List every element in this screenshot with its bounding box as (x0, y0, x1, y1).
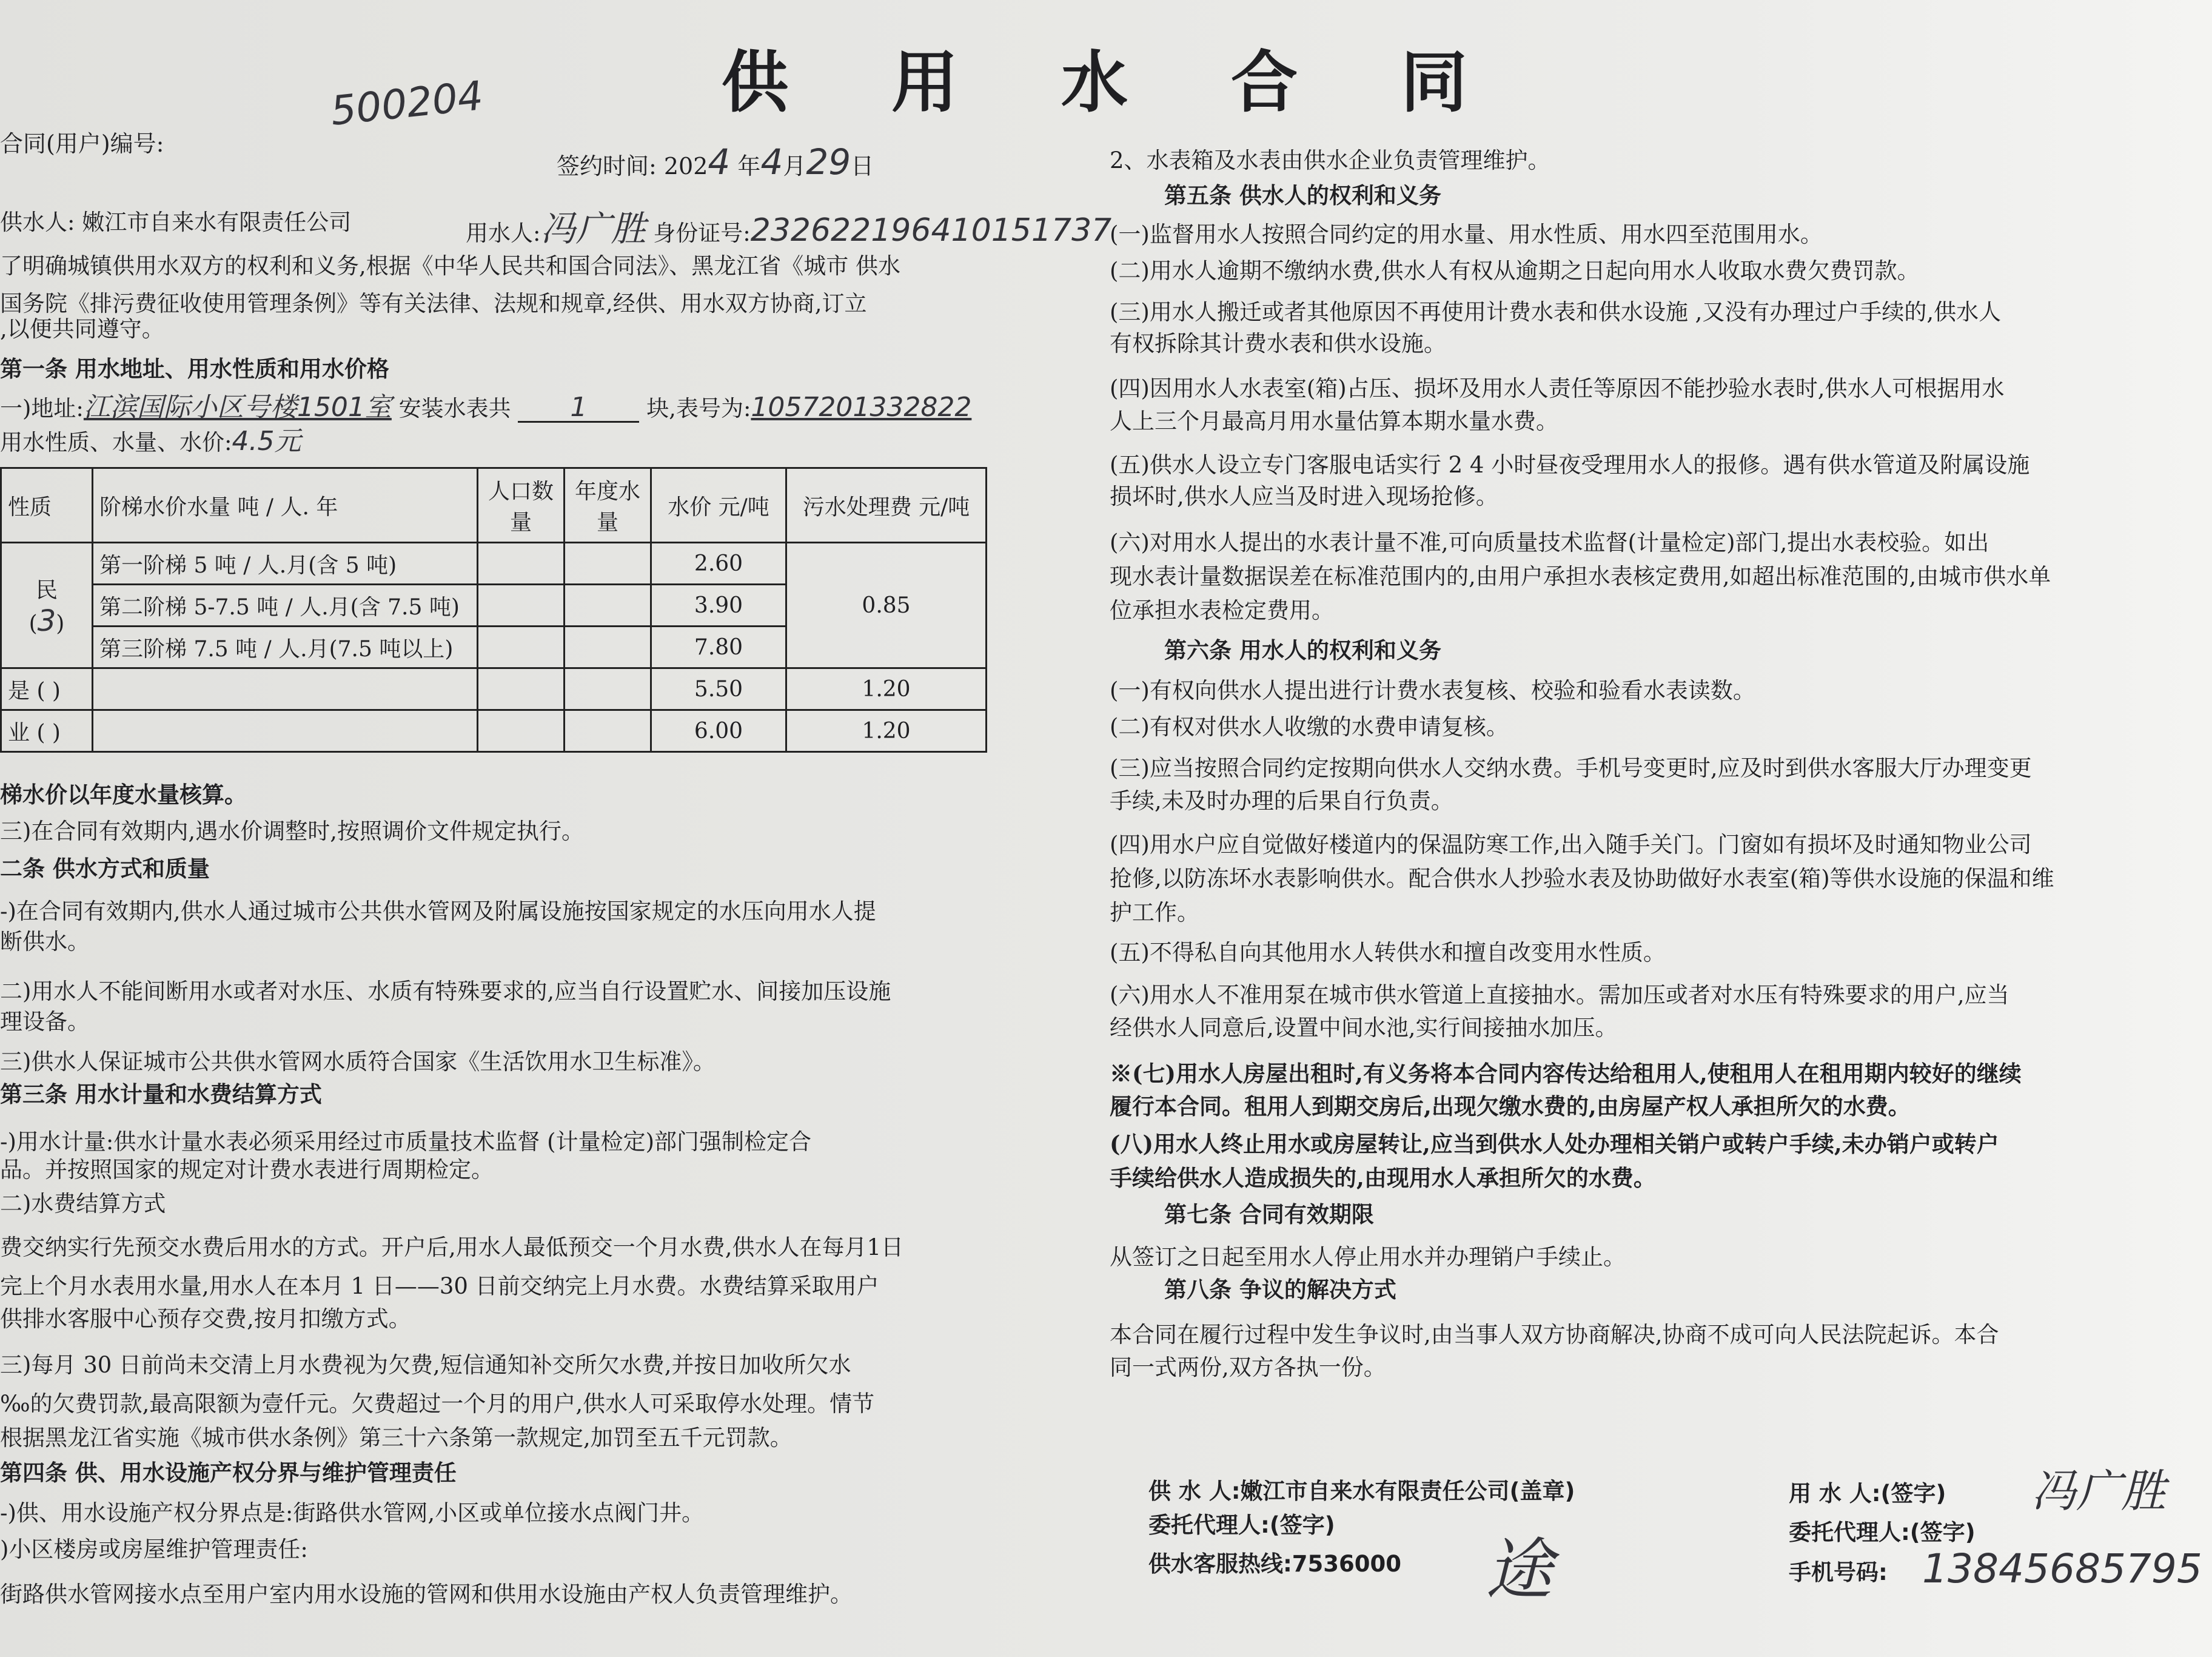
right-text-line: (一)监督用水人按照合同约定的用水量、用水性质、用水四至范围用水。 (1110, 221, 1823, 247)
left-text-line: 品。并按照国家的规定对计费水表进行周期检定。 (0, 1157, 494, 1183)
price-table (0, 467, 987, 753)
row5-label: 业 ( ) (1, 710, 93, 752)
resident-paren-open: ( (28, 611, 38, 636)
supplier-agent-label: 委托代理人:(签字) (1148, 1512, 1335, 1538)
th-sewage: 污水处理费 元/吨 (786, 468, 987, 543)
left-text-line: 二)用水人不能间断用水或者对水压、水质有特殊要求的,应当自行设置贮水、间接加压设施 (0, 978, 891, 1004)
sign-date-label: 签约时间: 202 (557, 153, 708, 180)
right-text-line: (四)因用水人水表室(箱)占压、损坏及用水人责任等原因不能抄验水表时,供水人可根据用水 (1110, 375, 2005, 402)
right-text-line: 第五条 供水人的权利和义务 (1164, 182, 1441, 209)
row4-population (478, 668, 565, 710)
left-text-line: -)在合同有效期内,供水人通过城市公共供水管网及附属设施按国家规定的水压向用水人提 (0, 898, 876, 924)
th-annual: 年度水量 (565, 468, 651, 543)
user-signature: 冯广胜 (2031, 1465, 2166, 1518)
left-text-line: 三)供水人保证城市公共供水管网水质符合国家《生活饮用水卫生标准》。 (0, 1049, 716, 1075)
phone-label: 手机号码: (1789, 1559, 1888, 1585)
row5-tier (93, 710, 478, 752)
meter-unit: 块,表号为: (646, 395, 751, 422)
intro-line-1: 了明确城镇供用水双方的权利和义务,根据《中华人民共和国合同法》、黑龙江省《城市 供水 (0, 253, 901, 279)
day-char: 日 (851, 153, 874, 180)
right-text-line: 人上三个月最高月用水量估算本期水量水费。 (1110, 408, 1558, 434)
phone-number: 13845685795 (1922, 1545, 2202, 1592)
left-text-line: -)供、用水设施产权分界点是:街路供水管网,小区或单位接水点阀门井。 (0, 1500, 705, 1526)
right-text-line: 从签订之日起至用水人停止用水并办理销户手续止。 (1110, 1244, 1626, 1270)
th-nature: 性质 (1, 468, 93, 543)
table-row (1, 668, 987, 710)
id-label: 身份证号: (653, 220, 751, 246)
sign-date (557, 141, 874, 183)
left-text-line: 理设备。 (0, 1009, 90, 1035)
tier-2-label: 第二阶梯 5-7.5 吨 / 人.月(含 7.5 吨) (93, 585, 478, 627)
address-label: 一)地址: (0, 395, 84, 422)
right-text-line: (五)不得私自向其他用水人转供水和擅自改变用水性质。 (1110, 939, 1666, 966)
left-text-line: 第三条 用水计量和水费结算方式 (0, 1081, 322, 1107)
intro-line-3: ,以便共同遵守。 (0, 316, 164, 342)
right-text-line: 第六条 用水人的权利和义务 (1164, 637, 1441, 664)
tier-2-annual (565, 585, 651, 627)
resident-label: 民 (35, 577, 58, 603)
right-text-line: 同一式两份,双方各执一份。 (1110, 1354, 1386, 1380)
left-text-line: 供排水客服中心预存交费,按月扣缴方式。 (0, 1306, 411, 1332)
water-nature-label: 用水性质、水量、水价: (0, 429, 232, 455)
user-name: 冯广胜 (540, 208, 646, 249)
meter-number: 1057201332822 (751, 392, 972, 423)
left-text-line: 根据黑龙江省实施《城市供水条例》第三十六条第一款规定,加罚至五千元罚款。 (0, 1425, 793, 1451)
supplier-line: 供水人: 嫩江市自来水有限责任公司 (0, 209, 352, 235)
th-price: 水价 元/吨 (651, 468, 786, 543)
right-text-line: (二)用水人逾期不缴纳水费,供水人有权从逾期之日起向用水人收取水费欠费罚款。 (1110, 258, 1920, 284)
right-text-line: 经供水人同意后,设置中间水池,实行间接抽水加压。 (1110, 1015, 1618, 1041)
meter-label: 安装水表共 (398, 395, 511, 422)
left-text-line: ‰的欠费罚款,最高限额为壹仟元。欠费超过一个月的用户,供水人可采取停水处理。情节 (0, 1391, 875, 1417)
row4-tier (93, 668, 478, 710)
resident-count: 3 (37, 603, 56, 638)
left-text-line: 完上个月水表用水量,用水人在本月 1 日——30 日前交纳完上月水费。水费结算采取用户 (0, 1273, 879, 1299)
resident-paren-close: ) (56, 611, 65, 636)
left-text-line: )小区楼房或房屋维护管理责任: (0, 1536, 308, 1562)
right-text-line: (一)有权向供水人提出进行计费水表复核、校验和验看水表读数。 (1110, 677, 1755, 704)
right-text-line: 损坏时,供水人应当及时进入现场抢修。 (1110, 483, 1498, 509)
user-label: 用水人: (466, 220, 541, 246)
contract-number-label: 合同(用户)编号: (0, 130, 164, 157)
hotline-label: 供水客服热线:7536000 (1148, 1551, 1402, 1577)
left-text-line: 街路供水管网接水点至用户室内用水设施的管网和供用水设施由产权人负责管理维护。 (0, 1581, 853, 1607)
tier-1-annual (565, 543, 651, 585)
tier-3-population (478, 627, 565, 668)
tier-3-price: 7.80 (651, 627, 786, 668)
row4-label: 是 ( ) (1, 668, 93, 710)
th-population: 人口数量 (478, 468, 565, 543)
article-1-address (0, 394, 971, 423)
right-text-line: 手续,未及时办理的后果自行负责。 (1110, 788, 1453, 814)
left-text-line: -)用水计量:供水计量水表必须采用经过市质量技术监督 (计量检定)部门强制检定合 (0, 1129, 812, 1155)
year-char: 年 (737, 153, 761, 180)
resident-cell (1, 543, 93, 668)
meter-count: 1 (518, 394, 639, 423)
right-text-line: (三)应当按照合同约定按期向供水人交纳水费。手机号变更时,应及时到供水客服大厅办理变更 (1110, 755, 2032, 781)
right-text-line: (五)供水人设立专门客服电话实行 2 4 小时昼夜受理用水人的报修。遇有供水管道及附属设施 (1110, 452, 2030, 478)
right-text-line: 本合同在履行过程中发生争议时,由当事人双方协商解决,协商不成可向人民法院起诉。本合 (1110, 1322, 1999, 1348)
left-text-line: 断供水。 (0, 929, 90, 955)
right-text-line: 手续给供水人造成损失的,由现用水人承担所欠的水费。 (1110, 1165, 1656, 1191)
left-text-line: 梯水价以年度水量核算。 (0, 781, 247, 808)
th-tier: 阶梯水价水量 吨 / 人. 年 (93, 468, 478, 543)
row5-price: 6.00 (651, 710, 786, 752)
address-value: 江滨国际小区号楼1501室 (83, 392, 392, 423)
table-row (1, 543, 987, 585)
user-signature-label: 用 水 人:(签字) (1789, 1481, 1946, 1507)
right-text-line: 有权拆除其计费水表和供水设施。 (1110, 331, 1446, 357)
right-text-line: 2、水表箱及水表由供水企业负责管理维护。 (1110, 147, 1550, 173)
resident-sewage: 0.85 (786, 543, 987, 668)
water-nature-value: 4.5元 (232, 426, 301, 457)
right-text-line: (二)有权对供水人收缴的水费申请复核。 (1110, 714, 1509, 740)
row4-annual (565, 668, 651, 710)
right-text-line: (六)对用水人提出的水表计量不准,可向质量技术监督(计量检定)部门,提出水表校验。如出 (1110, 529, 1989, 556)
tier-3-label: 第三阶梯 7.5 吨 / 人.月(7.5 吨以上) (93, 627, 478, 668)
table-row (1, 710, 987, 752)
tier-2-population (478, 585, 565, 627)
row4-price: 5.50 (651, 668, 786, 710)
doc-title: 供用水合同 (722, 43, 1570, 121)
user-agent-label: 委托代理人:(签字) (1789, 1519, 1976, 1545)
right-text-line: (四)用水户应自觉做好楼道内的保温防寒工作,出入随手关门。门窗如有损坏及时通知物业公司 (1110, 832, 2032, 858)
water-nature-line (0, 428, 301, 455)
intro-line-2: 国务院《排污费征收使用管理条例》等有关法律、法规和规章,经供、用水双方协商,订立 (0, 291, 867, 317)
right-text-line: (八)用水人终止用水或房屋转让,应当到供水人处办理相关销户或转户手续,未办销户或转户 (1110, 1131, 1999, 1157)
right-text-line: (六)用水人不准用泵在城市供水管道上直接抽水。需加压或者对水压有特殊要求的用户,应当 (1110, 982, 2009, 1008)
left-text-line: 费交纳实行先预交水费后用水的方式。开户后,用水人最低预交一个月水费,供水人在每月1日 (0, 1234, 904, 1260)
tier-2-price: 3.90 (651, 585, 786, 627)
row5-population (478, 710, 565, 752)
tier-1-population (478, 543, 565, 585)
left-text-line: 第四条 供、用水设施产权分界与维护管理责任 (0, 1459, 457, 1486)
sign-year-digit: 4 (708, 141, 731, 183)
handwritten-number: 500204 (328, 72, 486, 135)
right-text-line: 第八条 争议的解决方式 (1164, 1276, 1396, 1303)
id-number: 232622196410151737 (750, 212, 1112, 249)
left-text-line: 三)每月 30 日前尚未交清上月水费视为欠费,短信通知补交所欠水费,并按日加收所欠水 (0, 1352, 851, 1378)
sign-month: 4 (760, 141, 783, 183)
article-1-heading: 第一条 用水地址、用水性质和用水价格 (0, 355, 389, 382)
tier-1-label: 第一阶梯 5 吨 / 人.月(含 5 吨) (93, 543, 478, 585)
row5-sewage: 1.20 (786, 710, 987, 752)
right-text-line: 护工作。 (1110, 899, 1199, 926)
right-text-line: 抢修,以防冻坏水表影响供水。配合供水人抄验水表及协助做好水表室(箱)等供水设施的保温和维 (1110, 865, 2054, 892)
right-text-line: 第七条 合同有效期限 (1164, 1201, 1374, 1228)
right-text-line: (三)用水人搬迁或者其他原因不再使用计费水表和供水设施 ,又没有办理过户手续的,供水人 (1110, 299, 2002, 325)
tier-3-annual (565, 627, 651, 668)
right-text-line: ※(七)用水人房屋出租时,有义务将本合同内容传达给租用人,使租用人在租用期内较好的继续 (1110, 1060, 2022, 1087)
left-text-line: 二)水费结算方式 (0, 1191, 166, 1217)
right-text-line: 位承担水表检定费用。 (1110, 597, 1334, 623)
right-text-line: 现水表计量数据误差在标准范围内的,由用户承担水表核定费用,如超出标准范围的,由城市供水单 (1110, 563, 2051, 590)
left-text-line: 三)在合同有效期内,遇水价调整时,按照调价文件规定执行。 (0, 818, 584, 844)
right-text-line: 履行本合同。租用人到期交房后,出现欠缴水费的,由房屋产权人承担所欠的水费。 (1110, 1093, 1911, 1120)
sign-day: 29 (806, 141, 851, 183)
month-char: 月 (783, 153, 806, 180)
left-text-line: 二条 供水方式和质量 (0, 855, 210, 882)
tier-1-price: 2.60 (651, 543, 786, 585)
row4-sewage: 1.20 (786, 668, 987, 710)
supplier-signature-label: 供 水 人:嫩江市自来水有限责任公司(盖章) (1148, 1478, 1575, 1504)
row5-annual (565, 710, 651, 752)
user-line (466, 208, 1112, 249)
supplier-signature: 途 (1486, 1531, 1552, 1608)
